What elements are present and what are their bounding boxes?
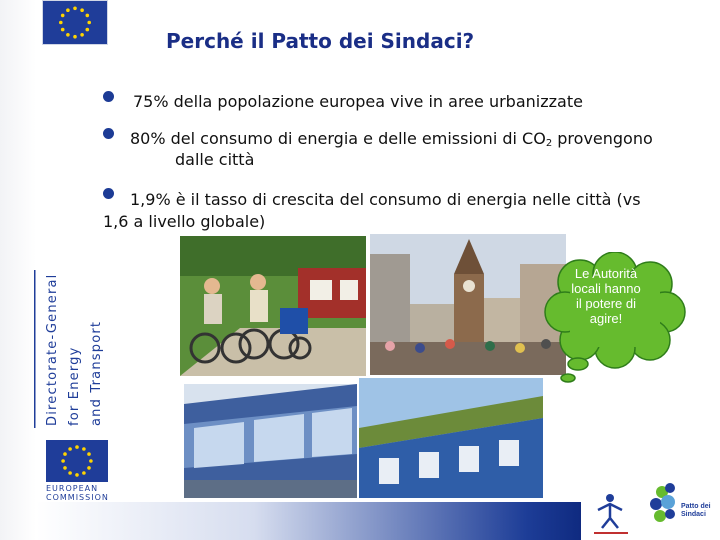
co2-subscript: 2 — [545, 138, 553, 149]
patto-label — [681, 503, 711, 519]
commission-line-2: COMMISSION — [46, 493, 109, 502]
eu-star — [87, 466, 91, 470]
callout-line-2: locali hanno — [571, 281, 641, 296]
eu-star — [68, 447, 72, 451]
sport-logo-icon — [588, 488, 634, 536]
bullet-2-line-2: dalle città — [175, 150, 255, 169]
city-square-photo — [370, 234, 566, 375]
eu-star — [75, 445, 79, 449]
bullet-3-line-2: 1,6 a livello globale) — [103, 212, 266, 231]
eu-star — [80, 8, 84, 12]
dg-line-3: and Transport — [89, 320, 104, 426]
eu-star — [61, 14, 65, 18]
eu-star — [87, 452, 91, 456]
eu-star — [87, 21, 91, 25]
eu-star — [61, 459, 65, 463]
bullet-1-text: 75% della popolazione europea vive in aree urbanizzate — [133, 92, 583, 111]
dg-line-2: for Energy — [67, 346, 82, 426]
callout-line-4: agire! — [589, 311, 623, 326]
european-commission-label — [46, 484, 109, 502]
green-roof-building-photo — [359, 378, 543, 498]
eu-star — [80, 33, 84, 37]
eu-star — [89, 459, 93, 463]
callout-text — [556, 266, 656, 326]
eu-star — [82, 471, 86, 475]
eu-star — [63, 452, 67, 456]
patto-line-1: Patto dei — [681, 503, 711, 510]
tram-photo — [184, 384, 357, 498]
bullet-dot — [103, 128, 114, 139]
bullet-2-text-end: provengono — [552, 129, 653, 148]
eu-star — [59, 21, 63, 25]
bottom-bar — [36, 502, 581, 540]
slide-title: Perché il Patto dei Sindaci? — [166, 29, 475, 53]
eu-star — [82, 447, 86, 451]
eu-star — [68, 471, 72, 475]
eu-flag-icon — [42, 0, 108, 45]
eu-star — [73, 35, 77, 39]
patto-line-2: Sindaci — [681, 511, 706, 518]
commission-line-1: EUROPEAN — [46, 484, 99, 493]
bullet-3-line-1: 1,9% è il tasso di crescita del consumo di energia nelle città (vs — [130, 190, 641, 209]
eu-star — [75, 473, 79, 477]
eu-star — [63, 466, 67, 470]
cyclists-photo — [180, 236, 366, 376]
callout-line-1: Le Autorità — [574, 266, 638, 281]
bullet-2-text: 80% del consumo di energia e delle emissioni di CO — [130, 129, 546, 148]
dg-line-1: Directorate-General — [45, 273, 60, 426]
eu-star — [66, 8, 70, 12]
callout-line-3: il potere di — [576, 296, 636, 311]
eu-star — [86, 28, 90, 32]
eu-star — [73, 7, 77, 11]
eu-commission-flag-icon — [46, 440, 108, 482]
bullet-dot — [103, 91, 114, 102]
eu-star — [66, 33, 70, 37]
eu-star — [61, 28, 65, 32]
bullet-dot — [103, 188, 114, 199]
eu-star — [86, 14, 90, 18]
dg-energy-transport-logo — [30, 270, 120, 428]
